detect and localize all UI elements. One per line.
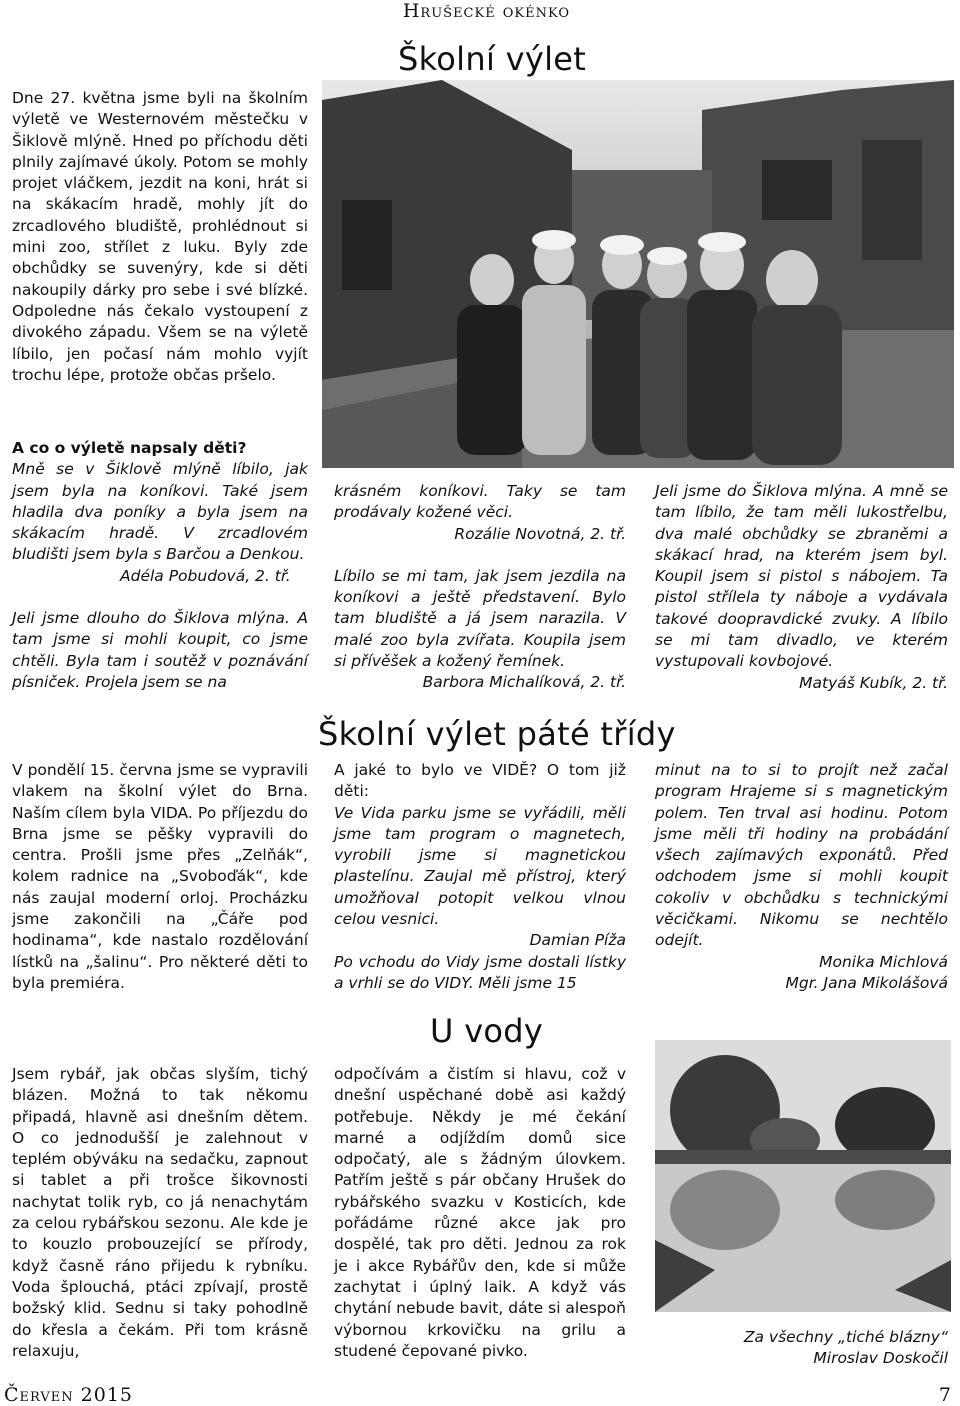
author-damian: Damian Píža xyxy=(529,931,626,950)
footer-issue: Červen 2015 xyxy=(4,1384,133,1406)
quote-damian: Ve Vida parku jsme se vyřádili, měli jsme tam program o magnetech, vyrobili jsme si magnetickou plastelínu. Zaujal mě přístroj, který umožňoval potopit velkou vlnou celou vesnici. xyxy=(334,803,626,929)
quote-barbora: Líbilo se mi tam, jak jsem jezdila na koníkovi a ještě představení. Bylo tam bludiště a já jsem narazila. V malé zoo byla zvířata. Koupila jsem si přívěšek a kožený řemínek. xyxy=(334,566,626,671)
magazine-header: Hrušecké okénko xyxy=(402,0,570,22)
vida-intro: A jaké to bylo ve VIDĚ? O tom již děti: xyxy=(334,761,626,801)
fishing-text-col2: odpočívám a čistím si hlavu, což v dnešní uspěchané době asi každý potřebuje. Někdy je mé čekání marné a odjíždím domů sice odpočatý, ale s žádným úlovkem. Patřím ještě s pár občany Hrušek do rybářského svazku v Kosticích, kde pořádáme různé akce jak pro dospělé, tak pro děti. Jednou za rok je i akce Rybářův den, kde si může zachytat i úplný laik. A když vás chytání nebude bavit, dáte si alespoň výbornou krkovičku na grilu a studené čepované pivko. xyxy=(334,1065,626,1360)
quote-monika-part2: minut na to si to projít než začal program Hrajeme si s magnetickým polem. Ten trval asi hodinu. Potom jsme měli tři hodiny na probádání všech zajímavých exponátů. Před odchodem jsme si mohli koupit cokoliv v obchůdku s technickými věcičkami. Nikomu se nechtělo odejít. xyxy=(655,761,948,950)
footer-page-number: 7 xyxy=(938,1384,952,1406)
author-barbora: Barbora Michalíková, 2. tř. xyxy=(422,673,626,692)
children-quotes-col1 xyxy=(12,438,308,693)
author-adela: Adéla Pobudová, 2. tř. xyxy=(120,566,291,585)
fishing-signature-block xyxy=(655,1327,948,1370)
quote-rozalie-part1: Jeli jsme dlouho do Šiklova mlýna. A tam jsme si mohli koupit, co jsme chtěli. Byla tam i soutěž v poznávání písniček. Projela jsem se na xyxy=(12,609,308,691)
photo-children-western-town xyxy=(322,80,954,468)
author-rozalie: Rozálie Novotná, 2. tř. xyxy=(454,524,626,543)
article-intro: Dne 27. května jsme byli na školním výletě ve Westernovém městečku v Šiklově mlýně. Hned po příchodu děti plnily zajímavé úkoly. Potom se mohly projet vláčkem, jezdit na koni, hrát si na skákacím hradě, mohly jít do zrcadlového bludiště, prohlédnout si mini zoo, střílet z luku. Byly zde obchůdky se suvenýry, kde si děti nakoupily dárky pro sebe i své blízké. Odpoledne nás čekalo vystoupení z divokého západu. Všem se na výletě líbilo, jen počasí nám mohlo vyjít trochu lépe, protože občas pršelo. xyxy=(12,89,308,384)
vida-trip-report: V pondělí 15. června jsme se vypravili vlakem na školní výlet do Brna. Naším cílem byla VIDA. Po příjezdu do Brna jsme se pěšky vypravili do centra. Prošli jsme přes „Zelňák“, kolem radnice na „Svoboďák“, kde nás zaujal moderní orloj. Procházku jsme zakončili na „Čáře pod hodinama“, kde nastalo rozdělování lístků na „šalinu“. Pro některé děti to byla premiéra. xyxy=(12,761,308,992)
children-quotes-col2 xyxy=(334,481,626,694)
vida-quotes-col3 xyxy=(655,760,948,994)
photo-pond-svg xyxy=(655,1040,951,1312)
vida-quotes-col2 xyxy=(334,760,626,994)
photo-pond xyxy=(655,1040,951,1312)
quote-rozalie-part2: krásném koníkovi. Taky se tam prodávaly kožené věci. xyxy=(334,482,626,522)
article-title-u-vody: U vody xyxy=(430,1012,544,1050)
author-monika: Monika Michlová xyxy=(819,952,948,971)
quote-monika-part1: Po vchodu do Vidy jsme dostali lístky a vrhli se do VIDY. Měli jsme 15 xyxy=(334,952,626,992)
article-title-vylet-pate-tridy: Školní výlet páté třídy xyxy=(318,715,676,753)
quote-matyas: Jeli jsme do Šiklova mlýna. A mně se tam líbilo, že tam měli lukostřelbu, dva malé obchůdky se zbraněmi a skákací hrad, na kterém jsem byl. Koupil jsem si pistol s nábojem. Ta pistol střílela ty náboje a vydávala takové doopravdické zvuky. A líbilo se mi tam divadlo, ve kterém vystupovali kovbojové. xyxy=(655,482,948,671)
article-title-skolni-vylet: Školní výlet xyxy=(398,40,587,78)
photo-children-svg xyxy=(322,80,954,468)
children-quotes-col3 xyxy=(655,481,948,694)
signature-line2: Miroslav Doskočil xyxy=(813,1349,948,1368)
signature-line1: Za všechny „tiché blázny“ xyxy=(743,1328,948,1346)
author-teacher: Mgr. Jana Mikolášová xyxy=(785,973,948,992)
author-matyas: Matyáš Kubík, 2. tř. xyxy=(799,673,948,692)
fishing-text-col1: Jsem rybář, jak občas slyším, tichý blázen. Možná to tak někomu připadá, hlavně asi dnešním dětem. O co jednodušší je zalehnout v teplém obýváku na sedačku, zapnout si tablet a při trošce šikovnosti nachytat tolik ryb, co já nenachytám za celou rybářskou sezonu. Ale kde je to kouzlo probouzející se přírody, když časně ráno přijedu k rybníku. Voda šplouchá, ptáci zpívají, prostě božský klid. Sednu si taky pohodlně do křesla a čekám. Při tom krásně relaxuju, xyxy=(12,1065,308,1360)
subheading-co-napsaly-deti: A co o výletě napsaly děti? xyxy=(12,439,247,457)
quote-adela: Mně se v Šiklově mlýně líbilo, jak jsem byla na koníkovi. Také jsem hladila dva poníky a byla jsem na skákacím hradě. V zrcadlovém bludišti jsem byla s Barčou a Denkou. xyxy=(12,460,308,564)
